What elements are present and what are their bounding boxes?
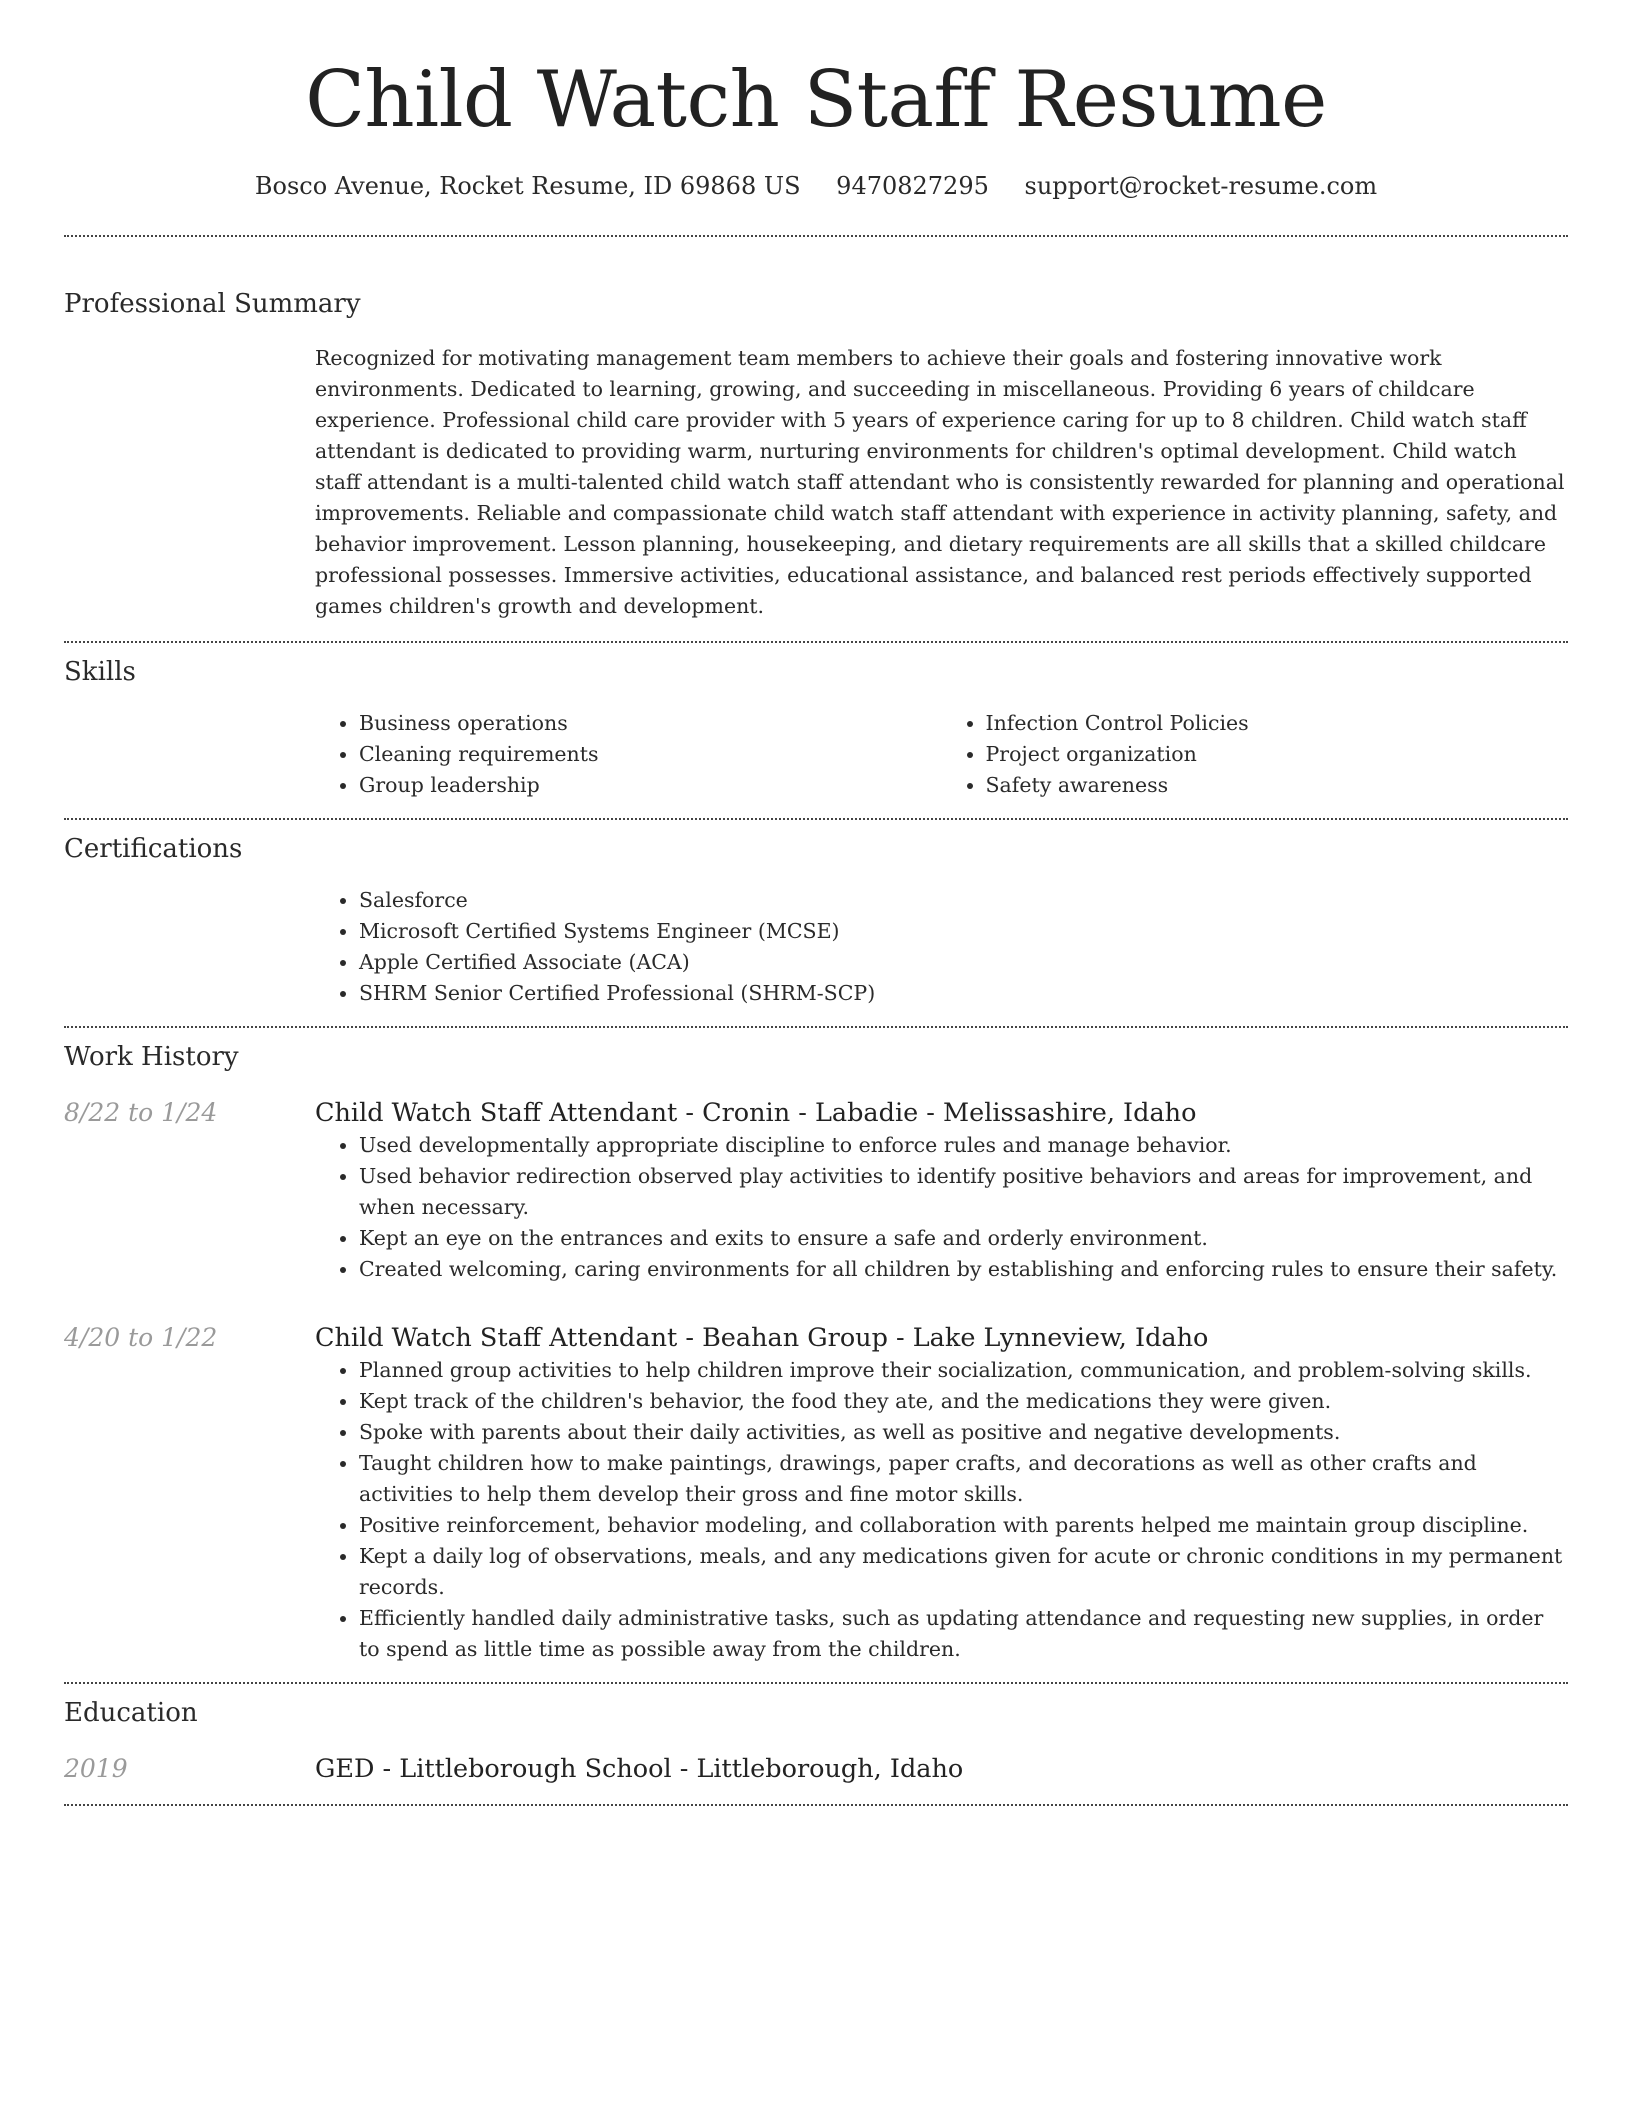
contact-line [64,170,1568,202]
resume-title: Child Watch Staff Resume [305,55,1327,145]
job-bullet: • Used behavior redirection observed play activities to identify positive behaviors and areas for improvement, and when necessary. [359,1161,1568,1223]
resume-header [64,0,1568,237]
skill-item: • Business operations [359,708,942,739]
job-bullet: • Created welcoming, caring environments for all children by establishing and enforcing rules to ensure their safety. [359,1254,1568,1285]
certification-item: • Apple Certified Associate (ACA) [359,947,1568,978]
job-bullet: • Kept an eye on the entrances and exits to ensure a safe and orderly environment. [359,1223,1568,1254]
job-bullet: • Efficiently handled daily administrative tasks, such as updating attendance and requesting new supplies, in order to spend as little time as possible away from the children. [359,1603,1568,1665]
skill-item: • Group leadership [359,770,942,801]
education-title: GED - Littleborough School - Littleborough, Idaho [315,1754,964,1784]
job-entry [64,1321,1568,1665]
education-heading: Education [64,1698,198,1728]
contact-address: Bosco Avenue, Rocket Resume, ID 69868 US [254,172,801,200]
job-dates: 8/22 to 1/24 [64,1098,218,1127]
job-bullet: • Kept track of the children's behavior, the food they ate, and the medications they were given. [359,1386,1568,1417]
summary-heading: Professional Summary [64,289,361,319]
job-bullet: • Planned group activities to help children improve their socialization, communication, and problem-solving skills. [359,1355,1568,1386]
certifications-content [315,885,1568,1009]
section-divider [64,1804,1568,1806]
certifications-section [64,820,1568,1028]
skills-content [315,708,1568,801]
skill-item: • Project organization [986,739,1569,770]
job-bullets [315,1355,1568,1665]
work-section [64,1028,1568,1684]
education-section [64,1684,1568,1806]
skill-item: • Infection Control Policies [986,708,1569,739]
skills-list-right [942,708,1569,801]
job-body [315,1096,1568,1285]
skill-item: • Safety awareness [986,770,1569,801]
certification-item: • Microsoft Certified Systems Engineer (MCSE) [359,916,1568,947]
job-title: Child Watch Staff Attendant - Beahan Group - Lake Lynneview, Idaho [315,1323,1209,1353]
contact-phone: 9470827295 [836,172,989,200]
skills-heading: Skills [64,657,136,687]
summary-text: Recognized for motivating management team members to achieve their goals and fostering innovative work environments. Dedicated to learning, growing, and succeeding in miscellaneous. Providing 6 years of childcare experience. Professional child care provider with 5 years of experience caring for up to 8 children. Child watch staff attendant is dedicated to providing warm, nurturing environments for children's optimal development. Child watch staff attendant is a multi-talented child watch staff attendant who is consistently rewarded for planning and operational improvements. Reliable and compassionate child watch staff attendant with experience in activity planning, safety, and behavior improvement. Lesson planning, housekeeping, and dietary requirements are all skills that a skilled childcare professional possesses. Immersive activities, educational assistance, and balanced rest periods effectively supported games children's growth and development. [315,346,1565,618]
summary-section [64,237,1568,643]
summary-content [315,343,1568,622]
job-bullets [315,1130,1568,1285]
skills-section [64,643,1568,820]
certification-item: • Salesforce [359,885,1568,916]
job-dates: 4/20 to 1/22 [64,1323,218,1352]
education-body [315,1752,1568,1786]
certifications-list [315,885,1568,1009]
work-heading: Work History [64,1042,239,1072]
job-bullet: • Used developmentally appropriate discipline to enforce rules and manage behavior. [359,1130,1568,1161]
certifications-heading: Certifications [64,834,243,864]
job-title: Child Watch Staff Attendant - Cronin - Labadie - Melissashire, Idaho [315,1098,1197,1128]
job-entry [64,1096,1568,1285]
education-entry [64,1752,1568,1786]
job-bullet: • Taught children how to make paintings, drawings, paper crafts, and decorations as well as other crafts and activities to help them develop their gross and fine motor skills. [359,1448,1568,1510]
resume-page [64,0,1568,1806]
contact-email[interactable]: support@rocket-resume.com [1024,172,1378,200]
skill-item: • Cleaning requirements [359,739,942,770]
job-bullet: • Positive reinforcement, behavior modeling, and collaboration with parents helped me maintain group discipline. [359,1510,1568,1541]
skills-list-left [315,708,942,801]
certification-item: • SHRM Senior Certified Professional (SHRM-SCP) [359,978,1568,1009]
job-bullet: • Spoke with parents about their daily activities, as well as positive and negative developments. [359,1417,1568,1448]
job-body [315,1321,1568,1665]
job-bullet: • Kept a daily log of observations, meals, and any medications given for acute or chronic conditions in my permanent records. [359,1541,1568,1603]
education-year: 2019 [64,1754,128,1783]
